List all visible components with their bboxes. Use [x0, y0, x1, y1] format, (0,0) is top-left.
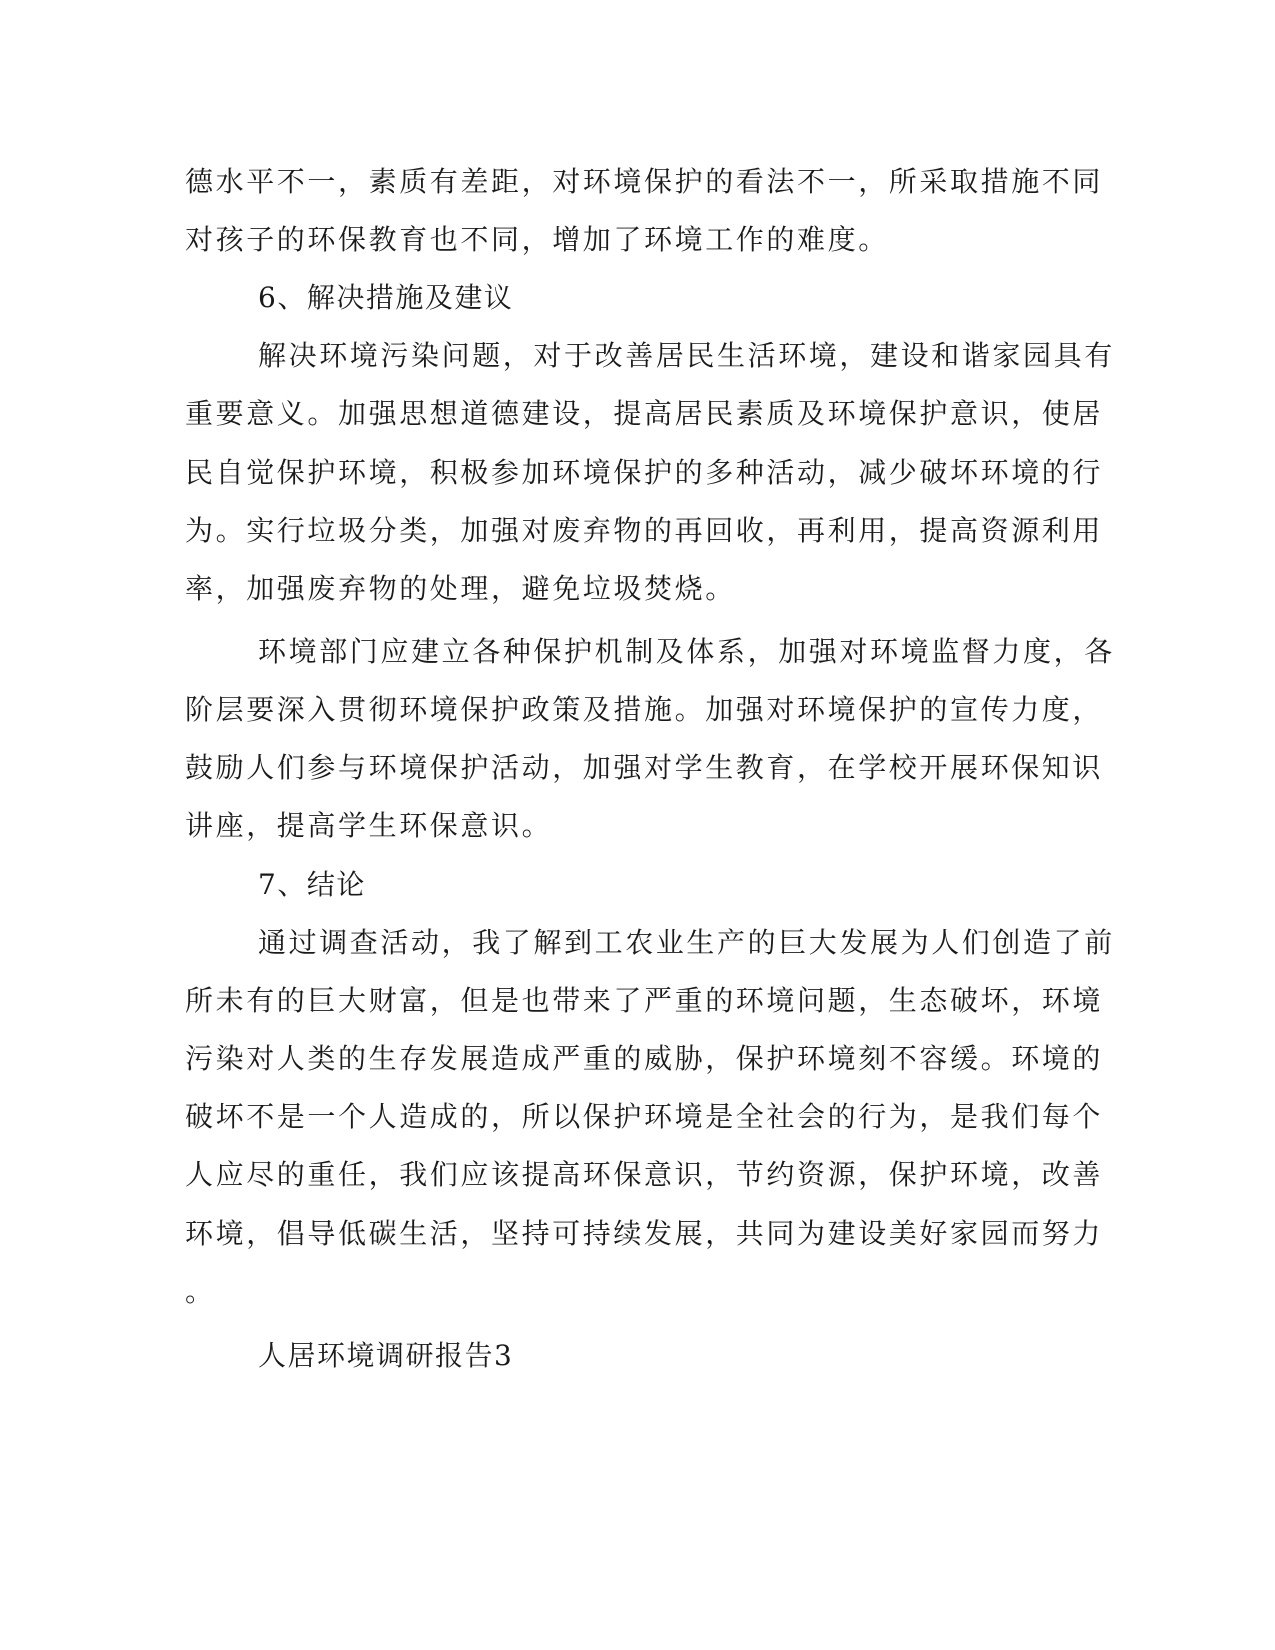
- body-line: 率，加强废弃物的处理，避免垃圾焚烧。: [185, 572, 736, 605]
- body-line: 鼓励人们参与环境保护活动，加强对学生教育，在学校开展环保知识: [185, 751, 1104, 784]
- body-line: 重要意义。加强思想道德建设，提高居民素质及环境保护意识，使居: [185, 397, 1104, 430]
- report-title: 人居环境调研报告3: [258, 1339, 514, 1372]
- body-line: 民自觉保护环境，积极参加环境保护的多种活动，减少破坏环境的行: [185, 456, 1104, 489]
- body-line: 解决环境污染问题，对于改善居民生活环境，建设和谐家园具有: [258, 339, 1115, 372]
- body-line: 人应尽的重任，我们应该提高环保意识，节约资源，保护环境，改善: [185, 1158, 1104, 1191]
- section-heading-6: 6、解决措施及建议: [258, 281, 514, 314]
- body-line: 环境部门应建立各种保护机制及体系，加强对环境监督力度，各: [258, 635, 1115, 668]
- body-line: 讲座，提高学生环保意识。: [185, 809, 553, 842]
- body-line: 环境，倡导低碳生活，坚持可持续发展，共同为建设美好家园而努力: [185, 1217, 1104, 1250]
- body-line: 破坏不是一个人造成的，所以保护环境是全社会的行为，是我们每个: [185, 1100, 1104, 1133]
- body-line: 对孩子的环保教育也不同，增加了环境工作的难度。: [185, 223, 889, 256]
- body-line: 。: [185, 1275, 216, 1308]
- body-line: 阶层要深入贯彻环境保护政策及措施。加强对环境保护的宣传力度，: [185, 693, 1104, 726]
- body-line: 通过调查活动，我了解到工农业生产的巨大发展为人们创造了前: [258, 926, 1115, 959]
- body-line: 德水平不一，素质有差距，对环境保护的看法不一，所采取措施不同: [185, 165, 1104, 198]
- section-heading-7: 7、结论: [258, 868, 366, 901]
- body-line: 为。实行垃圾分类，加强对废弃物的再回收，再利用，提高资源利用: [185, 514, 1104, 547]
- body-line: 污染对人类的生存发展造成严重的威胁，保护环境刻不容缓。环境的: [185, 1042, 1104, 1075]
- body-line: 所未有的巨大财富，但是也带来了严重的环境问题，生态破坏，环境: [185, 984, 1104, 1017]
